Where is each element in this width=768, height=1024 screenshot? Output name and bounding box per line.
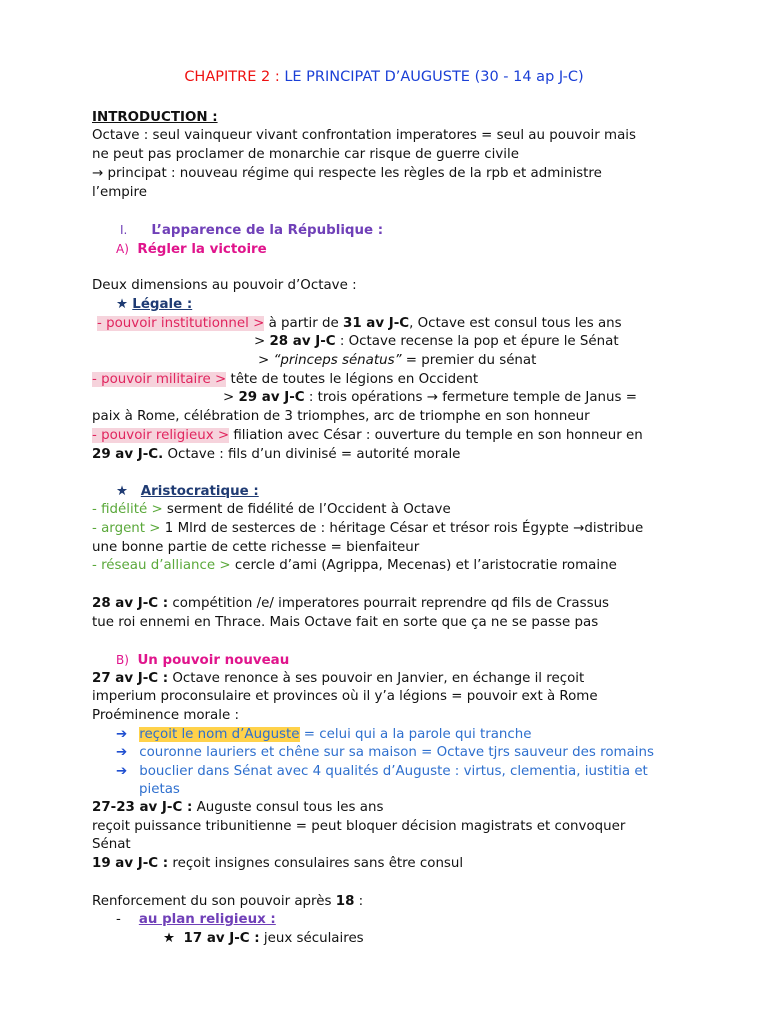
chapter-number: CHAPITRE 2 : — [184, 69, 280, 85]
bullet-continuation: pietas — [139, 782, 180, 797]
princeps-line: > “princeps sénatus” = premier du sénat — [258, 353, 537, 368]
religious-plan-heading: - au plan religieux : — [116, 912, 276, 927]
reinforcement-line: Renforcement du son pouvoir après 18 : — [92, 894, 364, 909]
power-religious: - pouvoir religieux > filiation avec César : ouverture du temple en son honneur en — [92, 428, 643, 443]
arrow-bullet-icon: ➔ — [116, 727, 128, 742]
alliance-line: - réseau d’alliance > cercle d’ami (Agrippa, Mecenas) et l’aristocratie romaine — [92, 558, 617, 573]
census-line: > 28 av J-C : Octave recense la pop et épure le Sénat — [254, 334, 619, 349]
fidelity-line: - fidélité > serment de fidélité de l’Occident à Octave — [92, 502, 451, 517]
money-line: - argent > 1 Mlrd de sesterces de : héritage César et trésor rois Égypte →distribue — [92, 521, 644, 536]
aristocratic-heading: ★ Aristocratique : — [116, 484, 259, 499]
paragraph-line: reçoit puissance tribunitienne = peut bloquer décision magistrats et convoquer — [92, 819, 626, 834]
bullet-item: ➔ couronne lauriers et chêne sur sa maison = Octave tjrs sauveur des romains — [116, 745, 654, 760]
paragraph-line: Proéminence morale : — [92, 708, 239, 723]
competition-line: 28 av J-C : compétition /e/ imperatores pourrait reprendre qd fils de Crassus — [92, 596, 610, 611]
paragraph-line: Sénat — [92, 837, 131, 852]
chapter-title — [0, 68, 768, 86]
star-icon: ★ — [163, 931, 176, 946]
subsection-a-heading: A) Régler la victoire — [116, 242, 267, 257]
legale-heading: ★ Légale : — [116, 297, 193, 312]
power-institutional: - pouvoir institutionnel > à partir de 31 av J-C, Octave est consul tous les ans — [97, 316, 622, 331]
operations-line: > 29 av J-C : trois opérations → fermeture temple de Janus = — [223, 390, 637, 405]
religious-line-2: 29 av J-C. Octave : fils d’un divinisé = autorité morale — [92, 447, 461, 462]
section-1-heading: I. L’apparence de la République : — [120, 223, 384, 238]
arrow-bullet-icon: ➔ — [116, 745, 128, 760]
paragraph-line: imperium proconsulaire et provinces où il y’a légions = pouvoir ext à Rome — [92, 689, 598, 704]
bullet-item: ➔ bouclier dans Sénat avec 4 qualités d’Auguste : virtus, clementia, iustitia et — [116, 764, 648, 779]
intro-line: l’empire — [92, 185, 147, 200]
intro-heading: INTRODUCTION : — [92, 110, 218, 125]
paragraph-line: tue roi ennemi en Thrace. Mais Octave fait en sorte que ça ne se passe pas — [92, 615, 599, 630]
b27-line: 27 av J-C : Octave renonce à ses pouvoir en Janvier, en échange il reçoit — [92, 671, 585, 686]
chapter-subject: LE PRINCIPAT D’AUGUSTE (30 - 14 ap J-C) — [284, 69, 584, 85]
paragraph-line: paix à Rome, célébration de 3 triomphes, arc de triomphe en son honneur — [92, 409, 590, 424]
star-icon: ★ — [116, 484, 129, 499]
bullet-item: ➔ reçoit le nom d’Auguste = celui qui a la parole qui tranche — [116, 727, 532, 742]
paragraph-line: Deux dimensions au pouvoir d’Octave : — [92, 278, 357, 293]
intro-line: → principat : nouveau régime qui respecte les règles de la rpb et administre — [92, 166, 602, 181]
intro-line: Octave : seul vainqueur vivant confrontation imperatores = seul au pouvoir mais — [92, 128, 636, 143]
b2723-line: 27-23 av J-C : Auguste consul tous les ans — [92, 800, 384, 815]
b17-line: ★ 17 av J-C : jeux séculaires — [163, 931, 364, 946]
power-military: - pouvoir militaire > tête de toutes le légions en Occident — [92, 372, 479, 387]
intro-line: ne peut pas proclamer de monarchie car risque de guerre civile — [92, 147, 519, 162]
b19-line: 19 av J-C : reçoit insignes consulaires sans être consul — [92, 856, 464, 871]
paragraph-line: une bonne partie de cette richesse = bienfaiteur — [92, 540, 420, 555]
star-icon: ★ — [116, 297, 129, 312]
subsection-b-heading: B) Un pouvoir nouveau — [116, 653, 290, 668]
arrow-bullet-icon: ➔ — [116, 764, 128, 779]
